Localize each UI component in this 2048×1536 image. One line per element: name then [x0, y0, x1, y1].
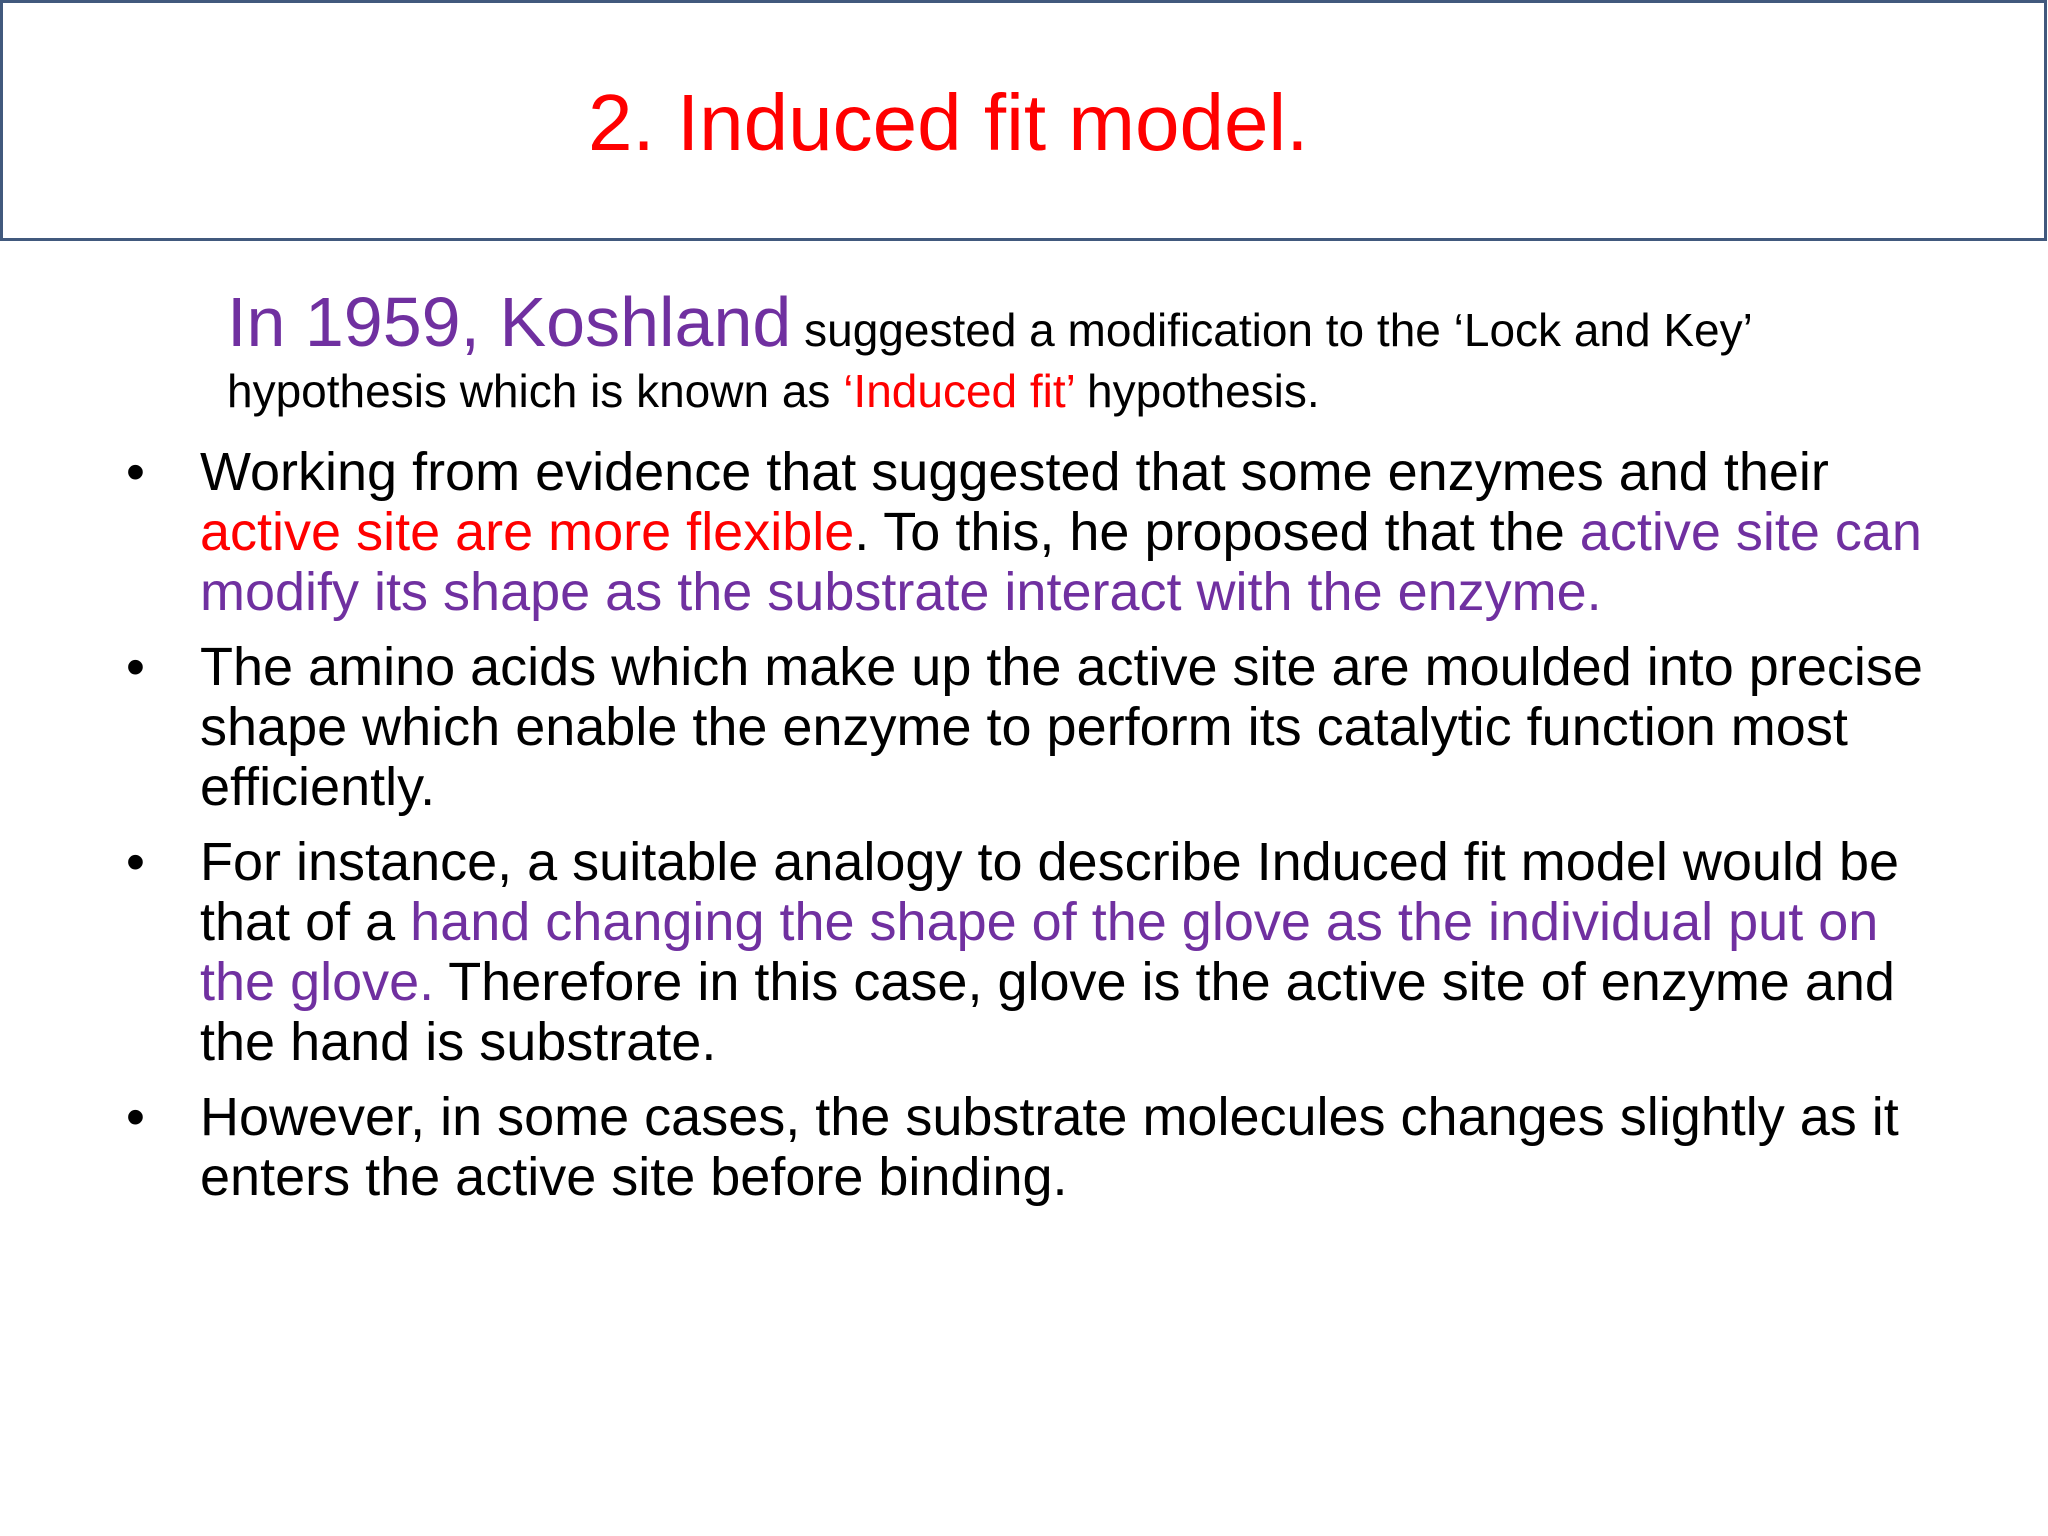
intro-year-author: In 1959, Koshland [227, 283, 792, 361]
slide-title: 2. Induced fit model. [588, 78, 1309, 167]
intro-line-2 [227, 362, 1987, 420]
bullet-item-substrate-changes [110, 1087, 1930, 1207]
bullet-highlight-red: active site are more flexible [200, 502, 855, 562]
intro-text-3: hypothesis. [1074, 365, 1320, 417]
bullet-text: For instance, a suitable analogy to describe Induced fit model would be that of a [200, 832, 1900, 952]
intro-line-1 [227, 283, 1987, 362]
intro-text-2: hypothesis which is known as [227, 365, 844, 417]
intro-text-1: suggested a modification to the ‘Lock and Key’ [791, 304, 1753, 356]
bullet-marker: • [126, 1087, 145, 1147]
bullet-text: . To this, he proposed that the [854, 502, 1580, 562]
bullet-text: Working from evidence that suggested that some enzymes and their [200, 442, 1829, 502]
bullet-marker: • [126, 637, 145, 697]
bullet-highlight-purple: hand changing the shape of the glove as the individual put on the glove. [200, 892, 1879, 1012]
bullet-marker: • [126, 442, 145, 502]
bullet-text: However, in some cases, the substrate molecules changes slightly as it enters the active site before binding. [200, 1087, 1899, 1207]
bullet-item-flexible-active-site [110, 442, 1930, 622]
bullet-text: The amino acids which make up the active site are moulded into precise shape which enable the enzyme to perform its catalytic function most efficiently. [200, 637, 1923, 817]
title-box [0, 0, 2047, 241]
intro-highlight: ‘Induced fit’ [843, 365, 1075, 417]
bullet-text: Therefore in this case, glove is the active site of enzyme and the hand is substrate. [200, 952, 1895, 1072]
bullet-item-glove-analogy [110, 832, 1930, 1072]
bullet-list [110, 442, 1930, 1222]
bullet-item-amino-acids [110, 637, 1930, 817]
bullet-highlight-purple: active site can modify its shape as the substrate interact with the enzyme. [200, 502, 1922, 622]
intro-paragraph [227, 283, 1987, 420]
bullet-marker: • [126, 832, 145, 892]
